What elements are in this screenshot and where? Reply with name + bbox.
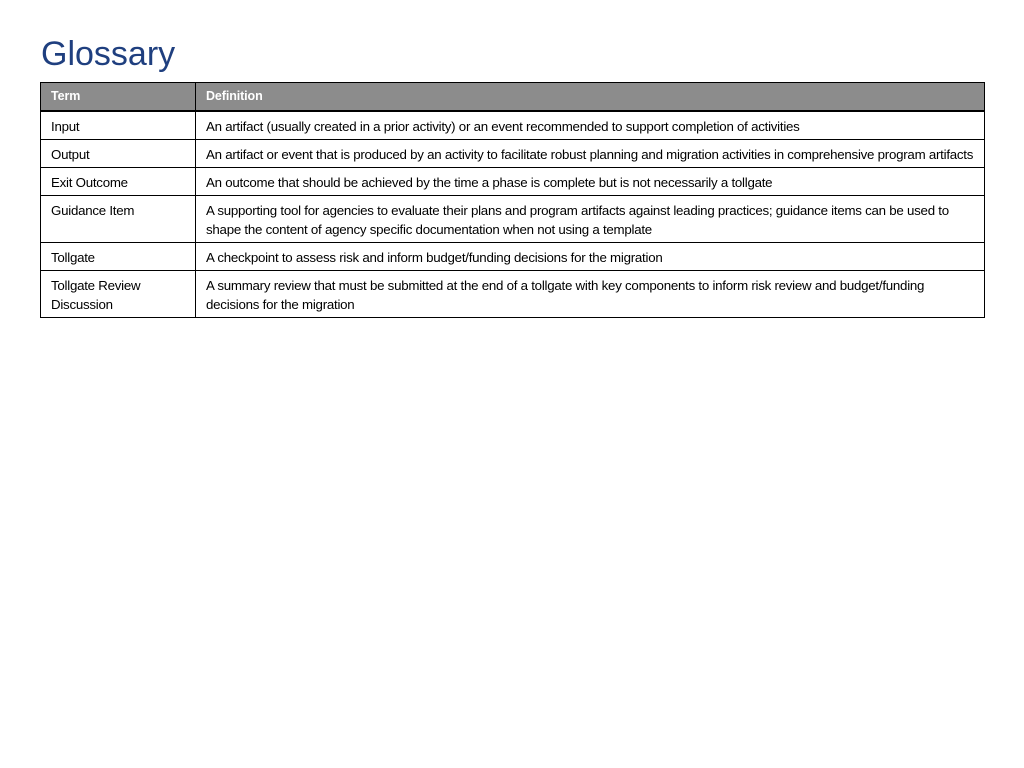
table-row <box>41 111 985 140</box>
table-header-row <box>41 83 985 111</box>
page-title: Glossary <box>41 35 176 73</box>
term-cell: Tollgate <box>41 242 196 270</box>
table-row <box>41 167 985 195</box>
definition-cell: An artifact or event that is produced by an activity to facilitate robust planning and migration activities in comprehensive program artifacts <box>196 139 985 167</box>
table-row <box>41 139 985 167</box>
term-cell: Output <box>41 139 196 167</box>
definition-cell: A checkpoint to assess risk and inform budget/funding decisions for the migration <box>196 242 985 270</box>
term-cell: Tollgate Review Discussion <box>41 270 196 317</box>
term-column-header: Term <box>41 83 196 111</box>
table-row <box>41 195 985 242</box>
definition-cell: An artifact (usually created in a prior activity) or an event recommended to support completion of activities <box>196 111 985 140</box>
definition-cell: A summary review that must be submitted at the end of a tollgate with key components to inform risk review and budget/funding decisions for the migration <box>196 270 985 317</box>
definition-cell: A supporting tool for agencies to evaluate their plans and program artifacts against leading practices; guidance items can be used to shape the content of agency specific documentation when not using a template <box>196 195 985 242</box>
term-cell: Guidance Item <box>41 195 196 242</box>
term-cell: Input <box>41 111 196 140</box>
glossary-table <box>40 82 985 318</box>
table-row <box>41 270 985 317</box>
table-row <box>41 242 985 270</box>
definition-column-header: Definition <box>196 83 985 111</box>
definition-cell: An outcome that should be achieved by the time a phase is complete but is not necessarily a tollgate <box>196 167 985 195</box>
term-cell: Exit Outcome <box>41 167 196 195</box>
